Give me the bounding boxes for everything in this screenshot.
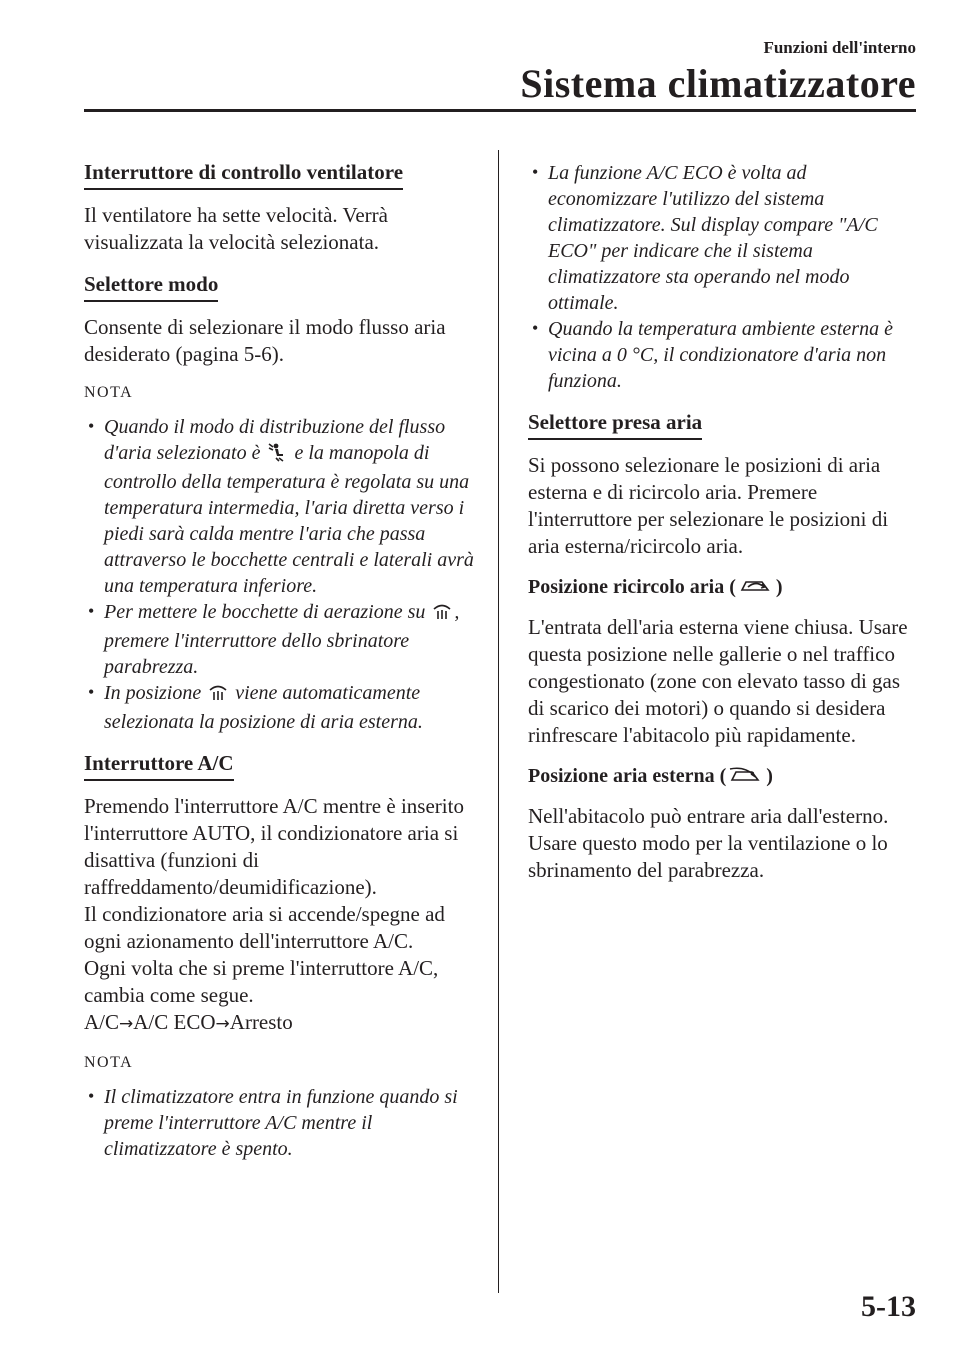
note-item xyxy=(84,680,476,735)
page-number: 5-13 xyxy=(861,1290,916,1323)
air-intake-text: Si possono selezionare le posizioni di aria esterna e di ricircolo aria. Premere l'interruttore per selezionare le posizioni di aria esterna/ricircolo aria. xyxy=(528,453,889,558)
mode-selector-text: Consente di selezionare il modo flusso aria desiderato (pagina 5-6). xyxy=(84,315,446,366)
ac-notes xyxy=(84,1084,476,1162)
ac-notes-continued xyxy=(528,160,920,394)
bullet-icon: • xyxy=(88,601,95,621)
note-item xyxy=(84,1084,476,1162)
bullet-icon: • xyxy=(532,318,539,338)
note-item xyxy=(528,160,920,316)
note-text: Per mettere le bocchette di aerazione su xyxy=(104,601,426,623)
ac-text-2: Il condizionatore aria si accende/spegne ad ogni azionamento dell'interruttore A/C. xyxy=(84,902,445,953)
sequence-step: A/C xyxy=(84,1010,120,1034)
note-text: , premere l'interruttore dello sbrinatore parabrezza. xyxy=(104,601,460,678)
fan-switch-heading: Interruttore di controllo ventilatore xyxy=(84,160,403,190)
floor-windshield-mode-icon xyxy=(267,442,287,469)
defroster-icon xyxy=(208,683,228,709)
sequence-step: A/C ECO xyxy=(133,1010,216,1034)
ac-sequence xyxy=(84,1009,476,1038)
defroster-icon xyxy=(432,602,452,628)
left-column xyxy=(84,160,476,1178)
note-text: La funzione A/C ECO è volta ad economizzare l'utilizzo del sistema climatizzatore. Sul display compare "A/C ECO" per indicare che il sistema climatizzatore sta operando nel modo ottimale. xyxy=(548,162,878,314)
recirculation-icon xyxy=(738,576,774,602)
bullet-icon: • xyxy=(88,682,95,702)
note-item xyxy=(84,414,476,599)
note-text: Quando il modo di distribuzione del flusso d'aria selezionato è xyxy=(104,416,446,464)
nota-label: NOTA xyxy=(84,1054,134,1071)
bullet-icon: • xyxy=(88,1086,95,1106)
sequence-step: Arresto xyxy=(229,1010,293,1034)
mode-selector-heading: Selettore modo xyxy=(84,272,218,302)
recirculation-heading xyxy=(528,576,920,602)
ac-text-3: Ogni volta che si preme l'interruttore A/C, cambia come segue. xyxy=(84,956,439,1007)
note-text: In posizione xyxy=(104,682,202,704)
mode-notes xyxy=(84,414,476,735)
page-title: Sistema climatizzatore xyxy=(520,61,916,106)
air-intake-heading: Selettore presa aria xyxy=(528,410,702,440)
column-divider xyxy=(498,150,499,1293)
note-text: e la manopola di controllo della temperatura è regolata su una temperatura intermedia, l'aria diretta verso i piedi sarà calda mentre l'aria che passa attraverso le bocchette centrali e laterali avrà una temperatura inferiore. xyxy=(104,442,474,597)
arrow-icon: → xyxy=(215,1014,230,1034)
heading-text: ) xyxy=(775,576,783,598)
note-text: Quando la temperatura ambiente esterna è vicina a 0 °C, il condizionatore d'aria non funziona. xyxy=(548,318,893,392)
recirculation-text: L'entrata dell'aria esterna viene chiusa. Usare questa posizione nelle gallerie o nel traffico congestionato (zone con elevato tasso di gas di scarico dei motori) o quando si desidera rinfrescare l'abitacolo più rapidamente. xyxy=(528,615,908,747)
header-rule xyxy=(84,109,916,112)
note-text: Il climatizzatore entra in funzione quando si preme l'interruttore A/C mentre il climatizzatore è spento. xyxy=(104,1086,458,1160)
note-item xyxy=(528,316,920,394)
outside-air-icon xyxy=(728,765,764,791)
outside-air-heading xyxy=(528,765,920,791)
note-text: viene automaticamente selezionata la posizione di aria esterna. xyxy=(104,682,423,733)
bullet-icon: • xyxy=(88,416,95,436)
right-column xyxy=(528,160,920,900)
heading-text: Posizione ricircolo aria ( xyxy=(528,576,736,598)
heading-text: ) xyxy=(766,765,773,787)
ac-text-1: Premendo l'interruttore A/C mentre è inserito l'interruttore AUTO, il condizionatore aria si disattiva (funzioni di raffreddamento/deumidificazione). xyxy=(84,794,464,899)
bullet-icon: • xyxy=(532,162,539,182)
fan-switch-text: Il ventilatore ha sette velocità. Verrà visualizzata la velocità selezionata. xyxy=(84,203,388,254)
outside-air-text: Nell'abitacolo può entrare aria dall'esterno. Usare questo modo per la ventilazione o lo sbrinamento del parabrezza. xyxy=(528,804,889,882)
nota-label: NOTA xyxy=(84,384,134,401)
section-label: Funzioni dell'interno xyxy=(763,38,916,57)
arrow-icon: → xyxy=(119,1014,134,1034)
note-item xyxy=(84,599,476,680)
ac-switch-heading: Interruttore A/C xyxy=(84,751,234,781)
heading-text: Posizione aria esterna ( xyxy=(528,765,727,787)
